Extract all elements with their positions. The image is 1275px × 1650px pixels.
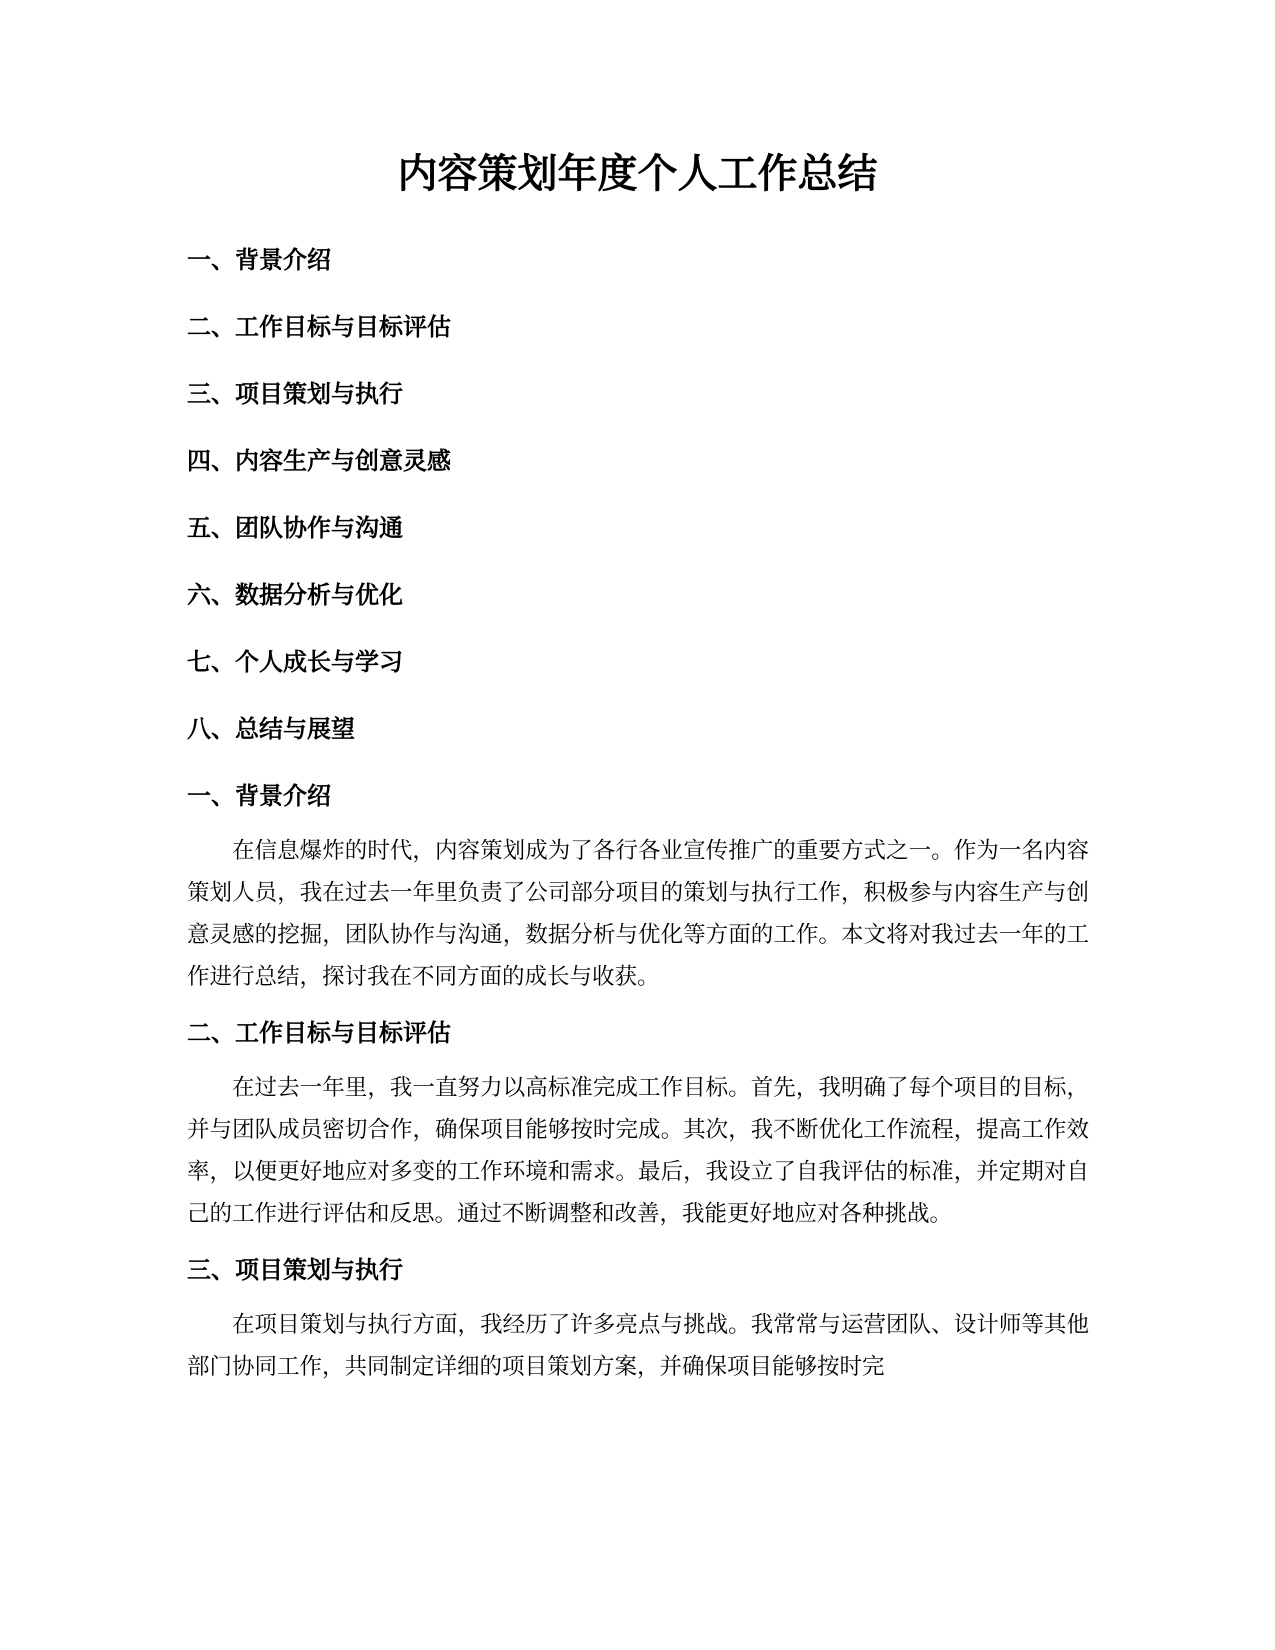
toc-item: 六、数据分析与优化 xyxy=(187,581,403,609)
toc-item: 三、项目策划与执行 xyxy=(187,380,403,408)
section-paragraph: 在信息爆炸的时代，内容策划成为了各行各业宣传推广的重要方式之一。作为一名内容策划人员，我在过去一年里负责了公司部分项目的策划与执行工作，积极参与内容生产与创意灵感的挖掘，团队协作与沟通，数据分析与优化等方面的工作。本文将对我过去一年的工作进行总结，探讨我在不同方面的成长与收获。 xyxy=(187,838,1089,990)
section-goals xyxy=(187,1017,1089,1235)
section-paragraph: 在项目策划与执行方面，我经历了许多亮点与挑战。我常常与运营团队、设计师等其他部门协同工作，共同制定详细的项目策划方案，并确保项目能够按时完 xyxy=(187,1312,1089,1380)
section-paragraph: 在过去一年里，我一直努力以高标准完成工作目标。首先，我明确了每个项目的目标，并与团队成员密切合作，确保项目能够按时完成。其次，我不断优化工作流程，提高工作效率，以便更好地应对多变的工作环境和需求。最后，我设立了自我评估的标准，并定期对自己的工作进行评估和反思。通过不断调整和改善，我能更好地应对各种挑战。 xyxy=(187,1075,1089,1227)
section-heading: 一、背景介绍 xyxy=(187,782,331,810)
section-heading: 三、项目策划与执行 xyxy=(187,1256,403,1284)
toc-item: 一、背景介绍 xyxy=(187,246,331,274)
section-background xyxy=(187,780,1089,998)
toc-item: 二、工作目标与目标评估 xyxy=(187,313,451,341)
table-of-contents xyxy=(187,244,451,780)
toc-item: 五、团队协作与沟通 xyxy=(187,514,403,542)
section-heading: 二、工作目标与目标评估 xyxy=(187,1019,451,1047)
toc-item: 四、内容生产与创意灵感 xyxy=(187,447,451,475)
document-title: 内容策划年度个人工作总结 xyxy=(397,151,878,197)
toc-item: 七、个人成长与学习 xyxy=(187,648,403,676)
section-project-planning xyxy=(187,1254,1089,1388)
toc-item: 八、总结与展望 xyxy=(187,715,355,743)
document-body xyxy=(187,780,1089,1407)
